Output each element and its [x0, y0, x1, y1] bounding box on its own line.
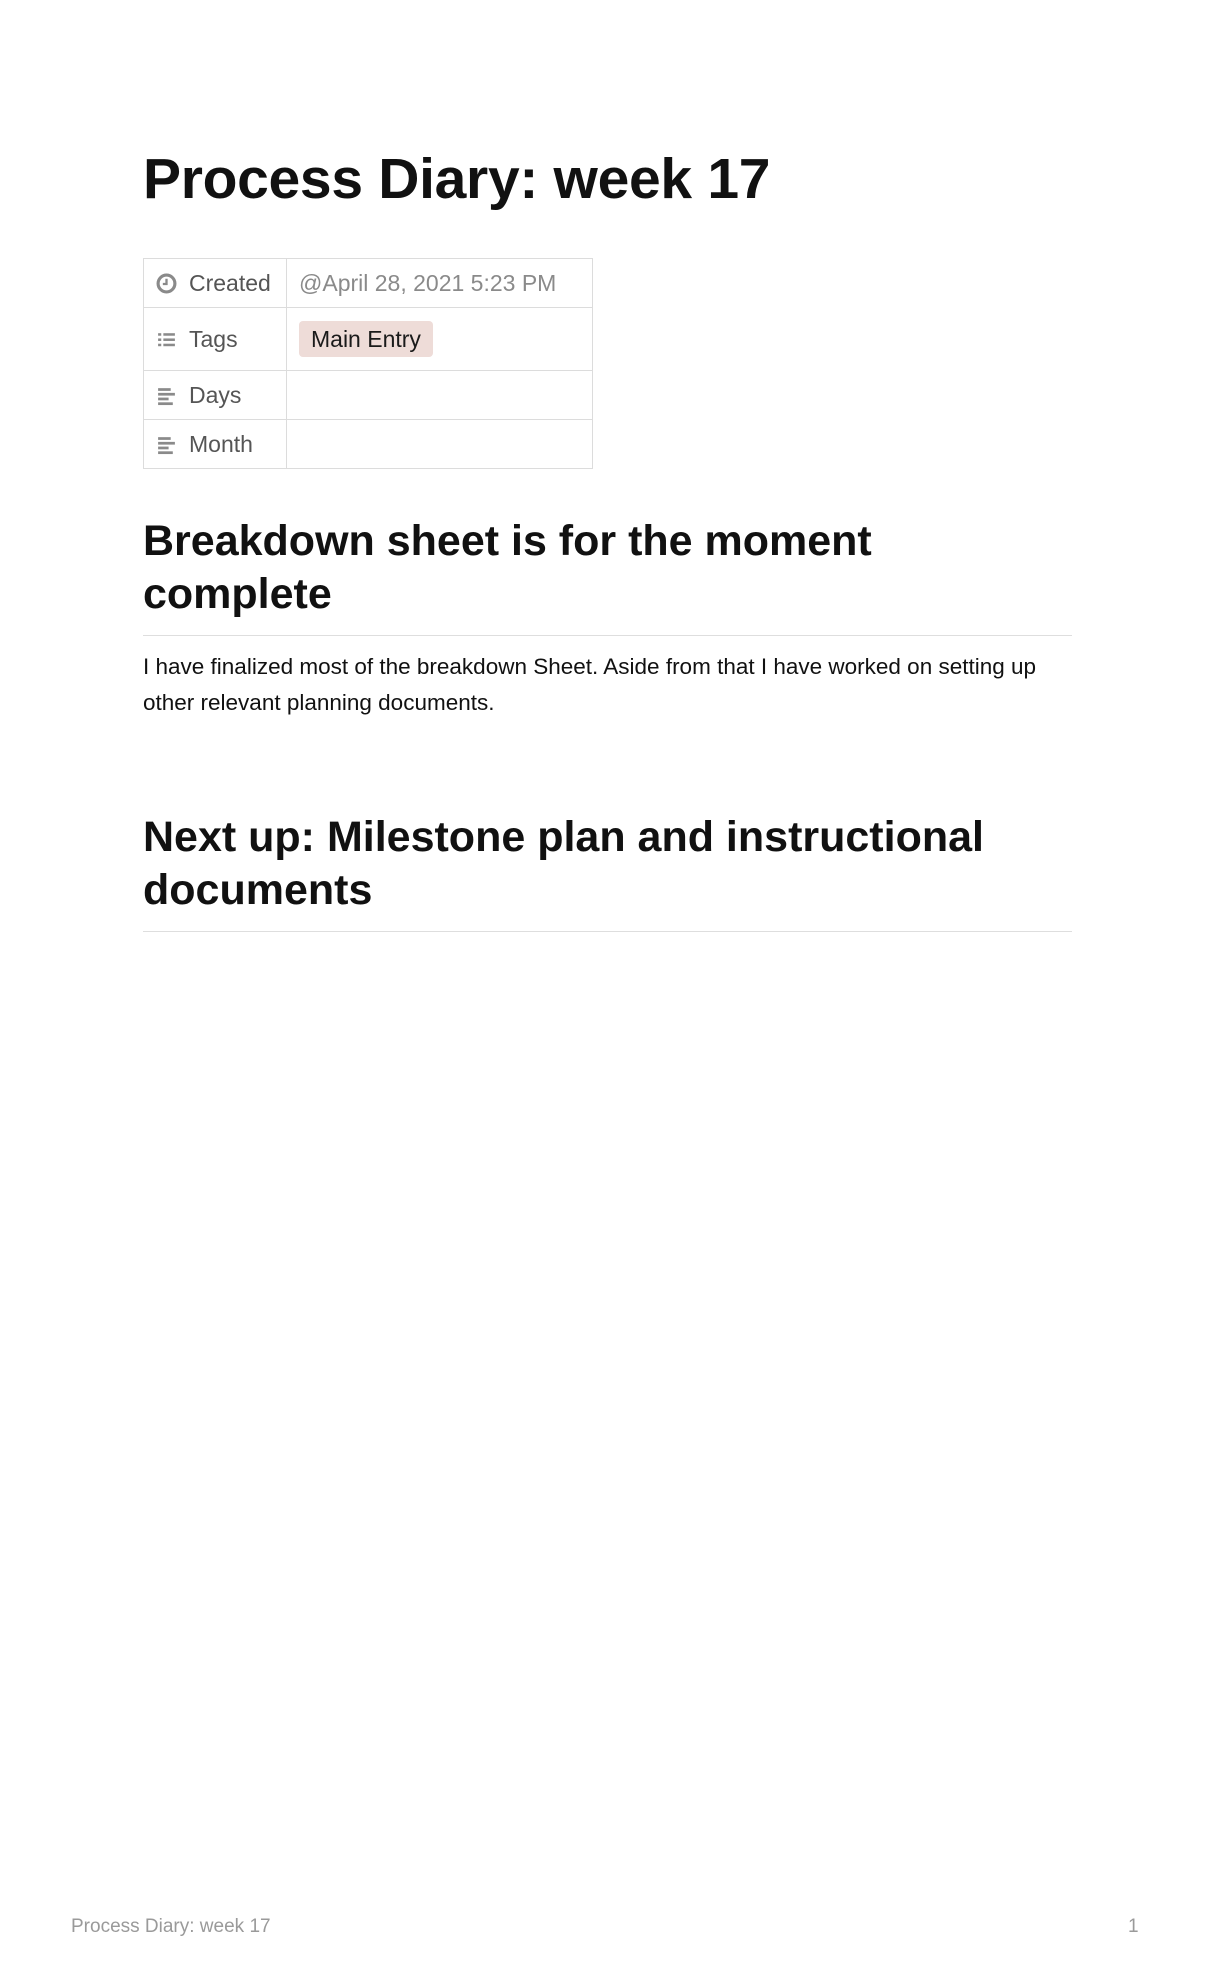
page-title: Process Diary: week 17 [143, 147, 771, 211]
section-paragraph: I have finalized most of the breakdown Sheet. Aside from that I have worked on setting up other relevant planning documents. [143, 654, 1037, 715]
properties-table [143, 258, 593, 469]
list-icon [156, 329, 177, 350]
property-name-month: Month [189, 430, 253, 457]
tag-chip[interactable]: Main Entry [299, 321, 433, 357]
property-name-days: Days [189, 381, 242, 408]
footer-title: Process Diary: week 17 [71, 1916, 271, 1937]
created-date-value[interactable]: @April 28, 2021 5:23 PM [299, 269, 557, 296]
month-value[interactable] [287, 420, 593, 469]
clock-icon [156, 273, 177, 294]
property-name-tags: Tags [189, 325, 238, 352]
footer-page-number: 1 [1128, 1916, 1139, 1937]
property-name-created: Created [189, 269, 271, 296]
section-heading: Breakdown sheet is for the moment complete [143, 515, 1072, 636]
property-row-days [144, 371, 593, 420]
days-value[interactable] [287, 371, 593, 420]
property-row-month [144, 420, 593, 469]
property-row-created [144, 259, 593, 308]
text-lines-icon [156, 434, 177, 455]
section-heading: Next up: Milestone plan and instructional documents [143, 811, 1072, 932]
property-row-tags [144, 308, 593, 371]
text-lines-icon [156, 385, 177, 406]
